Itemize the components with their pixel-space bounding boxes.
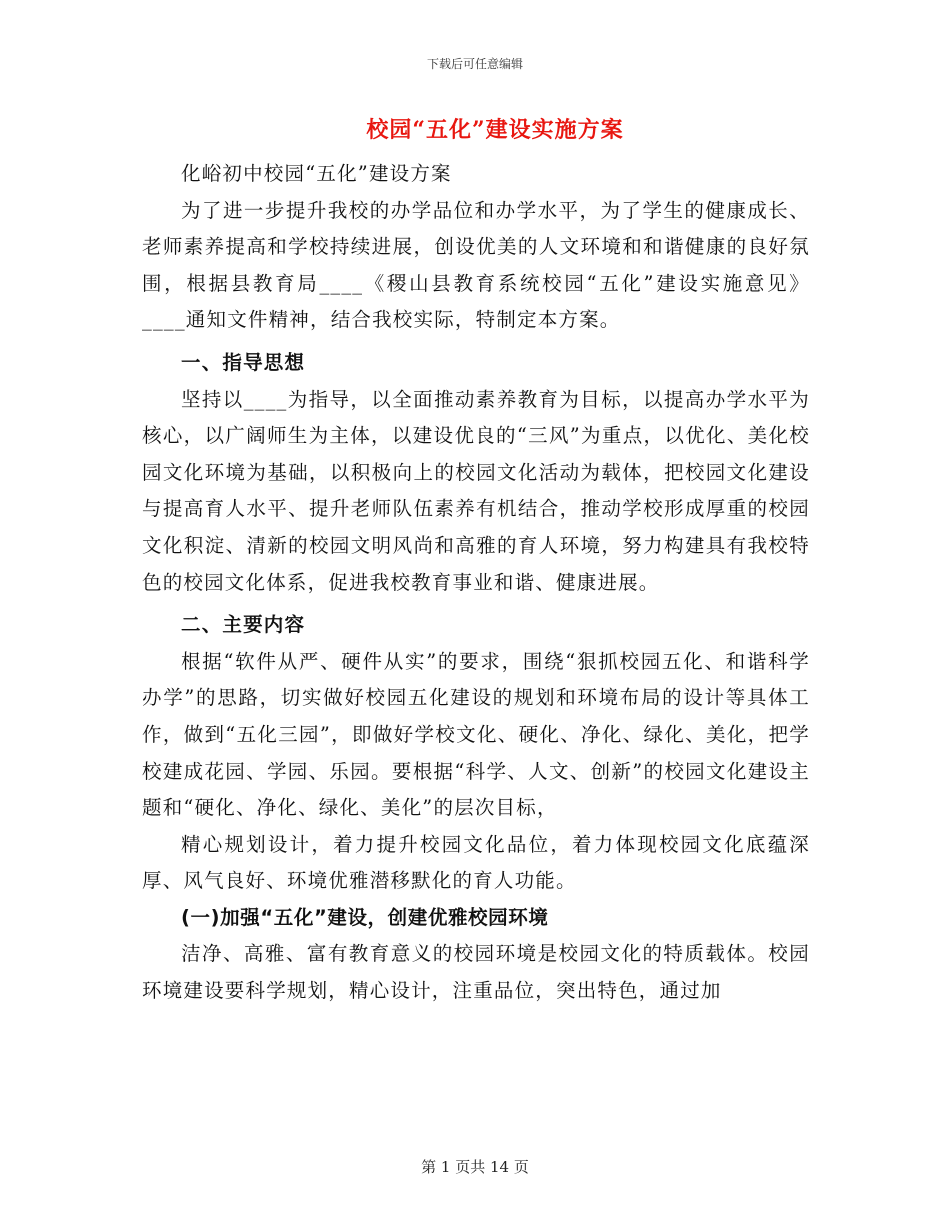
intro-paragraph: 为了进一步提升我校的办学品位和办学水平，为了学生的健康成长、老师素养提高和学校持续进展，创设优美的人文环境和和谐健康的良好氛围，根据县教育局____《稷山县教育系统校园“五化”建设实施意见》____通知文件精神，结合我校实际，特制定本方案。 <box>142 198 810 332</box>
document-title: 校园“五化”建设实施方案 <box>366 117 624 143</box>
subsection-body-five-modernizations: 洁净、高雅、富有教育意义的校园环境是校园文化的特质载体。校园环境建设要科学规划，精心设计，注重品位，突出特色，通过加 <box>142 942 810 1003</box>
document-body <box>142 156 810 1010</box>
header-note: 下载后可任意编辑 <box>426 57 523 71</box>
subsection-heading-five-modernizations: (一)加强“五化”建设，创建优雅校园环境 <box>181 905 549 929</box>
section-body-main-content-1: 根据“软件从严、硬件从实”的要求，围绕“狠抓校园五化、和谐科学办学”的思路，切实做好校园五化建设的规划和环境布局的设计等具体工作，做到“五化三园”，即做好学校文化、硬化、净化、绿化、美化，把学校建成花园、学园、乐园。要根据“科学、人文、创新”的校园文化建设主题和“硬化、净化、绿化、美化”的层次目标， <box>142 649 810 820</box>
section-heading-guiding-thought: 一、指导思想 <box>181 350 306 374</box>
section-heading-main-content: 二、主要内容 <box>181 613 306 637</box>
document-subtitle: 化峪初中校园“五化”建设方案 <box>181 162 452 185</box>
section-body-main-content-2: 精心规划设计，着力提升校园文化品位，着力体现校园文化底蕴深厚、风气良好、环境优雅潜移默化的育人功能。 <box>142 832 810 893</box>
section-body-guiding-thought: 坚持以____为指导，以全面推动素养教育为目标，以提高办学水平为核心，以广阔师生为主体，以建设优良的“三风”为重点，以优化、美化校园文化环境为基础，以积极向上的校园文化活动为载体，把校园文化建设与提高育人水平、提升老师队伍素养有机结合，推动学校形成厚重的校园文化积淀、清新的校园文明风尚和高雅的育人环境，努力构建具有我校特色的校园文化体系，促进我校教育事业和谐、健康进展。 <box>142 387 810 594</box>
page-number: 第 1 页共 14 页 <box>421 1158 529 1176</box>
